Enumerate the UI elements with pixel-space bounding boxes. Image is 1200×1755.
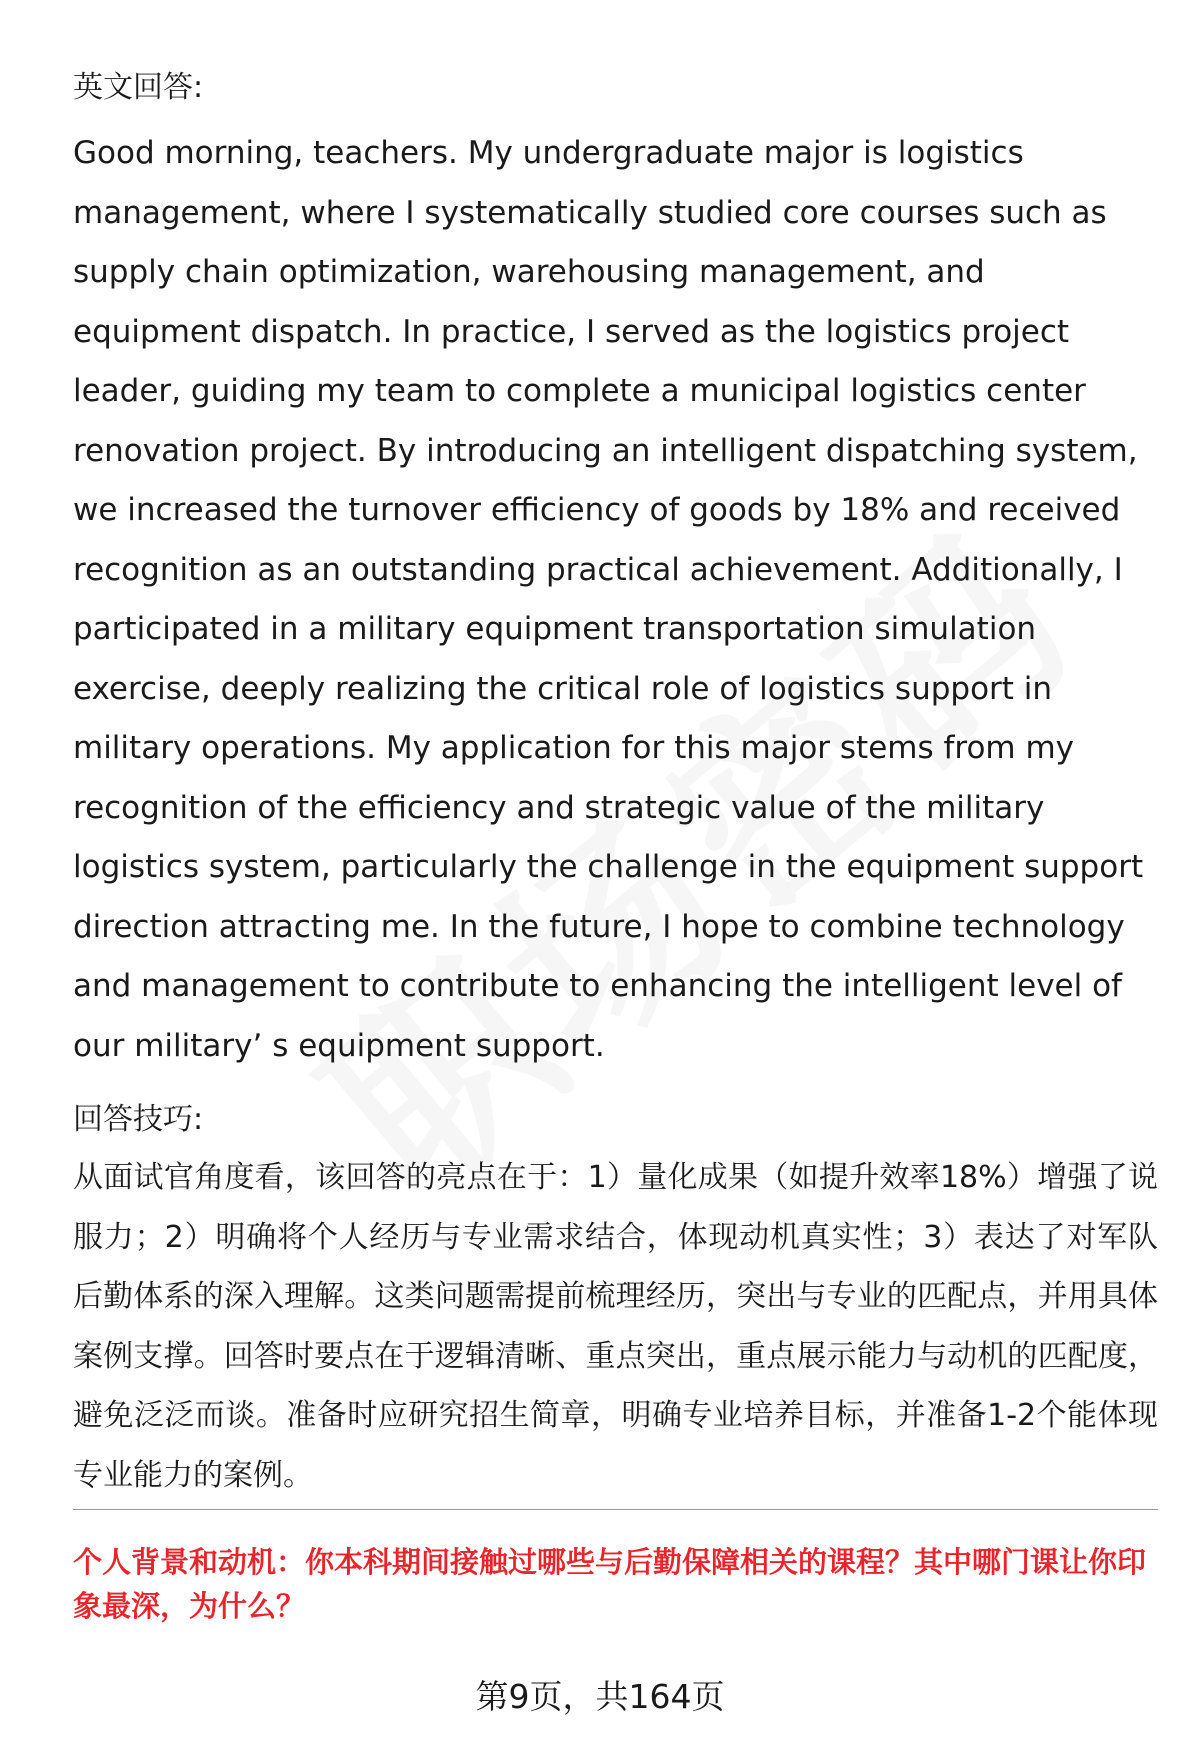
answer-text: Good morning, teachers. My undergraduate major is logistics management, where I systematically studied core courses such as supply chain optimization, warehousing management, and equipment dispatch. In practice, I served as the logistics project leader, guiding my team to complete a municipal logistics center renovation project. By introducing an intelligent dispatching system, we increased the turnover efficiency of goods by 18% and received recognition as an outstanding practical achievement. Additionally, I participated in a military equipment transportation simulation exercise, deeply realizing the critical role of logistics support in military operations. My application for this major stems from my recognition of the efficiency and strategic value of the military logistics system, particularly the challenge in the equipment support direction attracting me. In the future, I hope to combine technology and management to contribute to enhancing the intelligent level of our military’ s equipment support. xyxy=(73,135,1144,1064)
next-question-heading: 个人背景和动机：你本科期间接触过哪些与后勤保障相关的课程？其中哪门课让你印象最深，为什么？ xyxy=(73,1545,1147,1623)
page-number: 第9页，共164页 xyxy=(475,1677,725,1716)
answer-label: 英文回答: xyxy=(73,70,204,105)
tips-label: 回答技巧: xyxy=(73,1102,204,1137)
document-body xyxy=(73,66,1158,1505)
tips-text: 从面试官角度看，该回答的亮点在于：1）量化成果（如提升效率18%）增强了说服力；2）明确将个人经历与专业需求结合，体现动机真实性；3）表达了对军队后勤体系的深入理解。这类问题需提前梳理经历，突出与专业的匹配点，并用具体案例支撑。回答时要点在于逻辑清晰、重点突出，重点展示能力与动机的匹配度，避免泛泛而谈。准备时应研究招生简章，明确专业培养目标，并准备1-2个能体现专业能力的案例。 xyxy=(73,1160,1158,1493)
section-divider xyxy=(73,1509,1158,1510)
